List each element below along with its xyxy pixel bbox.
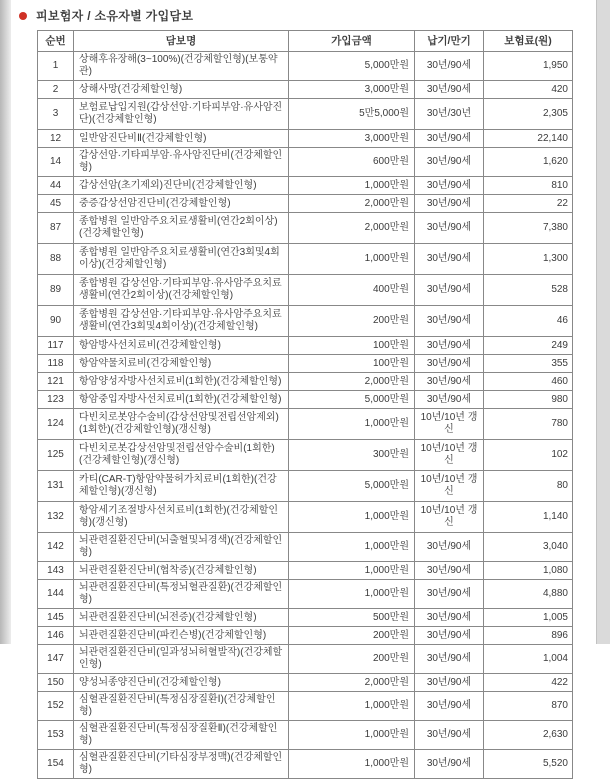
coverage-amount-cell: 1,000만원 bbox=[289, 750, 415, 779]
table-row bbox=[38, 580, 573, 609]
coverage-name-cell: 종합병원 갑상선암·기타피부암·유사암주요치료생활비(연간3회및4회이상)(건강체할인형) bbox=[74, 306, 289, 337]
payment-maturity-cell: 30년/90세 bbox=[415, 562, 484, 580]
table-row bbox=[38, 130, 573, 148]
seq-no-cell: 2 bbox=[38, 81, 74, 99]
premium-cell: 1,620 bbox=[484, 148, 573, 177]
col-header-seq-no: 순번 bbox=[38, 31, 74, 52]
payment-maturity-cell: 30년/90세 bbox=[415, 337, 484, 355]
payment-maturity-cell: 30년/90세 bbox=[415, 692, 484, 721]
payment-maturity-cell: 30년/90세 bbox=[415, 52, 484, 81]
coverage-amount-cell: 2,000만원 bbox=[289, 373, 415, 391]
payment-maturity-cell: 30년/90세 bbox=[415, 148, 484, 177]
table-row bbox=[38, 721, 573, 750]
coverage-name-cell: 심혈관질환진단비(기타심장부정맥)(건강체할인형) bbox=[74, 750, 289, 779]
table-row bbox=[38, 355, 573, 373]
seq-no-cell: 152 bbox=[38, 692, 74, 721]
coverage-name-cell: 종합병원 일반암주요치료생활비(연간2회이상)(건강체할인형) bbox=[74, 213, 289, 244]
payment-maturity-cell: 30년/90세 bbox=[415, 391, 484, 409]
payment-maturity-cell: 30년/90세 bbox=[415, 533, 484, 562]
coverage-amount-cell: 1,000만원 bbox=[289, 562, 415, 580]
premium-cell: 1,004 bbox=[484, 645, 573, 674]
premium-cell: 22 bbox=[484, 195, 573, 213]
premium-cell: 1,300 bbox=[484, 244, 573, 275]
coverage-name-cell: 뇌관련질환진단비(뇌전증)(건강체할인형) bbox=[74, 609, 289, 627]
coverage-table bbox=[37, 30, 573, 779]
premium-cell: 420 bbox=[484, 81, 573, 99]
coverage-amount-cell: 100만원 bbox=[289, 337, 415, 355]
premium-cell: 896 bbox=[484, 627, 573, 645]
coverage-amount-cell: 1,000만원 bbox=[289, 244, 415, 275]
coverage-name-cell: 항암세기조절방사선치료비(1회한)(건강체할인형)(갱신형) bbox=[74, 502, 289, 533]
premium-cell: 460 bbox=[484, 373, 573, 391]
table-row bbox=[38, 148, 573, 177]
coverage-name-cell: 뇌관련질환진단비(일과성뇌허혈발작)(건강체할인형) bbox=[74, 645, 289, 674]
coverage-amount-cell: 5,000만원 bbox=[289, 391, 415, 409]
table-row bbox=[38, 337, 573, 355]
table-row bbox=[38, 177, 573, 195]
payment-maturity-cell: 30년/90세 bbox=[415, 580, 484, 609]
seq-no-cell: 121 bbox=[38, 373, 74, 391]
coverage-amount-cell: 1,000만원 bbox=[289, 580, 415, 609]
seq-no-cell: 142 bbox=[38, 533, 74, 562]
coverage-name-cell: 중증갑상선암진단비(건강체할인형) bbox=[74, 195, 289, 213]
coverage-name-cell: 상해후유장해(3~100%)(건강체할인형)(보통약관) bbox=[74, 52, 289, 81]
payment-maturity-cell: 10년/10년 갱신 bbox=[415, 502, 484, 533]
seq-no-cell: 147 bbox=[38, 645, 74, 674]
table-row bbox=[38, 562, 573, 580]
payment-maturity-cell: 30년/90세 bbox=[415, 213, 484, 244]
seq-no-cell: 154 bbox=[38, 750, 74, 779]
premium-cell: 5,520 bbox=[484, 750, 573, 779]
coverage-name-cell: 갑상선암(초기제외)진단비(건강체할인형) bbox=[74, 177, 289, 195]
payment-maturity-cell: 30년/90세 bbox=[415, 355, 484, 373]
table-row bbox=[38, 609, 573, 627]
coverage-name-cell: 뇌관련질환진단비(파킨슨병)(건강체할인형) bbox=[74, 627, 289, 645]
table-row bbox=[38, 645, 573, 674]
payment-maturity-cell: 10년/10년 갱신 bbox=[415, 409, 484, 440]
premium-cell: 4,880 bbox=[484, 580, 573, 609]
premium-cell: 422 bbox=[484, 674, 573, 692]
payment-maturity-cell: 10년/10년 갱신 bbox=[415, 440, 484, 471]
seq-no-cell: 153 bbox=[38, 721, 74, 750]
coverage-amount-cell: 100만원 bbox=[289, 355, 415, 373]
premium-cell: 780 bbox=[484, 409, 573, 440]
section-header bbox=[0, 0, 610, 30]
seq-no-cell: 90 bbox=[38, 306, 74, 337]
coverage-name-cell: 뇌관련질환진단비(협착증)(건강체할인형) bbox=[74, 562, 289, 580]
coverage-amount-cell: 200만원 bbox=[289, 645, 415, 674]
seq-no-cell: 44 bbox=[38, 177, 74, 195]
premium-cell: 46 bbox=[484, 306, 573, 337]
payment-maturity-cell: 30년/90세 bbox=[415, 195, 484, 213]
payment-maturity-cell: 30년/90세 bbox=[415, 674, 484, 692]
table-row bbox=[38, 471, 573, 502]
coverage-name-cell: 양성뇌종양진단비(건강체할인형) bbox=[74, 674, 289, 692]
coverage-amount-cell: 200만원 bbox=[289, 306, 415, 337]
payment-maturity-cell: 10년/10년 갱신 bbox=[415, 471, 484, 502]
seq-no-cell: 14 bbox=[38, 148, 74, 177]
coverage-name-cell: 뇌관련질환진단비(특정뇌혈관질환)(건강체할인형) bbox=[74, 580, 289, 609]
coverage-name-cell: 항암중입자방사선치료비(1회한)(건강체할인형) bbox=[74, 391, 289, 409]
col-header-coverage-name: 담보명 bbox=[74, 31, 289, 52]
seq-no-cell: 12 bbox=[38, 130, 74, 148]
seq-no-cell: 87 bbox=[38, 213, 74, 244]
col-header-premium: 보험료(원) bbox=[484, 31, 573, 52]
table-row bbox=[38, 373, 573, 391]
premium-cell: 80 bbox=[484, 471, 573, 502]
coverage-amount-cell: 300만원 bbox=[289, 440, 415, 471]
coverage-amount-cell: 2,000만원 bbox=[289, 195, 415, 213]
table-row bbox=[38, 674, 573, 692]
coverage-amount-cell: 1,000만원 bbox=[289, 533, 415, 562]
bullet-icon bbox=[19, 12, 27, 20]
table-row bbox=[38, 692, 573, 721]
seq-no-cell: 88 bbox=[38, 244, 74, 275]
col-header-coverage-amount: 가입금액 bbox=[289, 31, 415, 52]
table-row bbox=[38, 440, 573, 471]
premium-cell: 1,005 bbox=[484, 609, 573, 627]
payment-maturity-cell: 30년/90세 bbox=[415, 177, 484, 195]
premium-cell: 870 bbox=[484, 692, 573, 721]
table-row bbox=[38, 213, 573, 244]
payment-maturity-cell: 30년/90세 bbox=[415, 609, 484, 627]
seq-no-cell: 144 bbox=[38, 580, 74, 609]
coverage-amount-cell: 5,000만원 bbox=[289, 52, 415, 81]
premium-cell: 355 bbox=[484, 355, 573, 373]
coverage-amount-cell: 500만원 bbox=[289, 609, 415, 627]
coverage-amount-cell: 1,000만원 bbox=[289, 177, 415, 195]
table-row bbox=[38, 81, 573, 99]
table-row bbox=[38, 750, 573, 779]
coverage-name-cell: 항암약물치료비(건강체할인형) bbox=[74, 355, 289, 373]
seq-no-cell: 131 bbox=[38, 471, 74, 502]
section-title: 피보험자 / 소유자별 가입담보 bbox=[36, 9, 194, 23]
seq-no-cell: 143 bbox=[38, 562, 74, 580]
coverage-name-cell: 보험료납입지원(갑상선암·기타피부암·유사암진단)(건강체할인형) bbox=[74, 99, 289, 130]
table-row bbox=[38, 533, 573, 562]
table-row bbox=[38, 306, 573, 337]
table-row bbox=[38, 195, 573, 213]
coverage-name-cell: 심혈관질환진단비(특정심장질환Ⅱ)(건강체할인형) bbox=[74, 721, 289, 750]
premium-cell: 2,305 bbox=[484, 99, 573, 130]
payment-maturity-cell: 30년/90세 bbox=[415, 275, 484, 306]
table-row bbox=[38, 244, 573, 275]
premium-cell: 2,630 bbox=[484, 721, 573, 750]
coverage-amount-cell: 200만원 bbox=[289, 627, 415, 645]
payment-maturity-cell: 30년/90세 bbox=[415, 244, 484, 275]
premium-cell: 249 bbox=[484, 337, 573, 355]
seq-no-cell: 117 bbox=[38, 337, 74, 355]
coverage-amount-cell: 400만원 bbox=[289, 275, 415, 306]
col-header-payment-maturity: 납기/만기 bbox=[415, 31, 484, 52]
premium-cell: 102 bbox=[484, 440, 573, 471]
premium-cell: 1,080 bbox=[484, 562, 573, 580]
payment-maturity-cell: 30년/90세 bbox=[415, 306, 484, 337]
premium-cell: 1,950 bbox=[484, 52, 573, 81]
table-row bbox=[38, 409, 573, 440]
coverage-name-cell: 항암양성자방사선치료비(1회한)(건강체할인형) bbox=[74, 373, 289, 391]
coverage-name-cell: 다빈치로봇암수술비(갑상선암및전립선암제외)(1회한)(건강체할인형)(갱신형) bbox=[74, 409, 289, 440]
payment-maturity-cell: 30년/90세 bbox=[415, 373, 484, 391]
coverage-name-cell: 뇌관련질환진단비(뇌출혈및뇌경색)(건강체할인형) bbox=[74, 533, 289, 562]
table-row bbox=[38, 391, 573, 409]
coverage-amount-cell: 600만원 bbox=[289, 148, 415, 177]
seq-no-cell: 45 bbox=[38, 195, 74, 213]
coverage-name-cell: 일반암진단비Ⅱ(건강체할인형) bbox=[74, 130, 289, 148]
table-row bbox=[38, 99, 573, 130]
seq-no-cell: 118 bbox=[38, 355, 74, 373]
coverage-name-cell: 심혈관질환진단비(특정심장질환Ⅰ)(건강체할인형) bbox=[74, 692, 289, 721]
coverage-amount-cell: 1,000만원 bbox=[289, 502, 415, 533]
seq-no-cell: 125 bbox=[38, 440, 74, 471]
payment-maturity-cell: 30년/90세 bbox=[415, 721, 484, 750]
coverage-amount-cell: 3,000만원 bbox=[289, 130, 415, 148]
payment-maturity-cell: 30년/90세 bbox=[415, 81, 484, 99]
table-row bbox=[38, 502, 573, 533]
coverage-amount-cell: 3,000만원 bbox=[289, 81, 415, 99]
premium-cell: 22,140 bbox=[484, 130, 573, 148]
seq-no-cell: 146 bbox=[38, 627, 74, 645]
premium-cell: 7,380 bbox=[484, 213, 573, 244]
coverage-name-cell: 종합병원 일반암주요치료생활비(연간3회및4회이상)(건강체할인형) bbox=[74, 244, 289, 275]
coverage-amount-cell: 2,000만원 bbox=[289, 674, 415, 692]
coverage-amount-cell: 5만5,000원 bbox=[289, 99, 415, 130]
seq-no-cell: 124 bbox=[38, 409, 74, 440]
payment-maturity-cell: 30년/90세 bbox=[415, 645, 484, 674]
premium-cell: 980 bbox=[484, 391, 573, 409]
seq-no-cell: 89 bbox=[38, 275, 74, 306]
seq-no-cell: 132 bbox=[38, 502, 74, 533]
coverage-name-cell: 항암방사선치료비(건강체할인형) bbox=[74, 337, 289, 355]
seq-no-cell: 150 bbox=[38, 674, 74, 692]
coverage-name-cell: 종합병원 갑상선암·기타피부암·유사암주요치료생활비(연간2회이상)(건강체할인형) bbox=[74, 275, 289, 306]
seq-no-cell: 145 bbox=[38, 609, 74, 627]
coverage-amount-cell: 1,000만원 bbox=[289, 409, 415, 440]
premium-cell: 528 bbox=[484, 275, 573, 306]
coverage-name-cell: 갑상선암·기타피부암·유사암진단비(건강체할인형) bbox=[74, 148, 289, 177]
payment-maturity-cell: 30년/90세 bbox=[415, 627, 484, 645]
payment-maturity-cell: 30년/90세 bbox=[415, 750, 484, 779]
premium-cell: 810 bbox=[484, 177, 573, 195]
coverage-amount-cell: 1,000만원 bbox=[289, 721, 415, 750]
table-row bbox=[38, 627, 573, 645]
coverage-name-cell: 카티(CAR-T)항암약물허가치료비(1회한)(건강체할인형)(갱신형) bbox=[74, 471, 289, 502]
premium-cell: 1,140 bbox=[484, 502, 573, 533]
coverage-amount-cell: 2,000만원 bbox=[289, 213, 415, 244]
payment-maturity-cell: 30년/90세 bbox=[415, 130, 484, 148]
coverage-name-cell: 다빈치로봇갑상선암및전립선암수술비(1회한)(건강체할인형)(갱신형) bbox=[74, 440, 289, 471]
premium-cell: 3,040 bbox=[484, 533, 573, 562]
table-header-row bbox=[38, 31, 573, 52]
seq-no-cell: 3 bbox=[38, 99, 74, 130]
table-row bbox=[38, 52, 573, 81]
seq-no-cell: 1 bbox=[38, 52, 74, 81]
coverage-name-cell: 상해사망(건강체할인형) bbox=[74, 81, 289, 99]
coverage-amount-cell: 1,000만원 bbox=[289, 692, 415, 721]
coverage-amount-cell: 5,000만원 bbox=[289, 471, 415, 502]
payment-maturity-cell: 30년/30년 bbox=[415, 99, 484, 130]
seq-no-cell: 123 bbox=[38, 391, 74, 409]
table-row bbox=[38, 275, 573, 306]
